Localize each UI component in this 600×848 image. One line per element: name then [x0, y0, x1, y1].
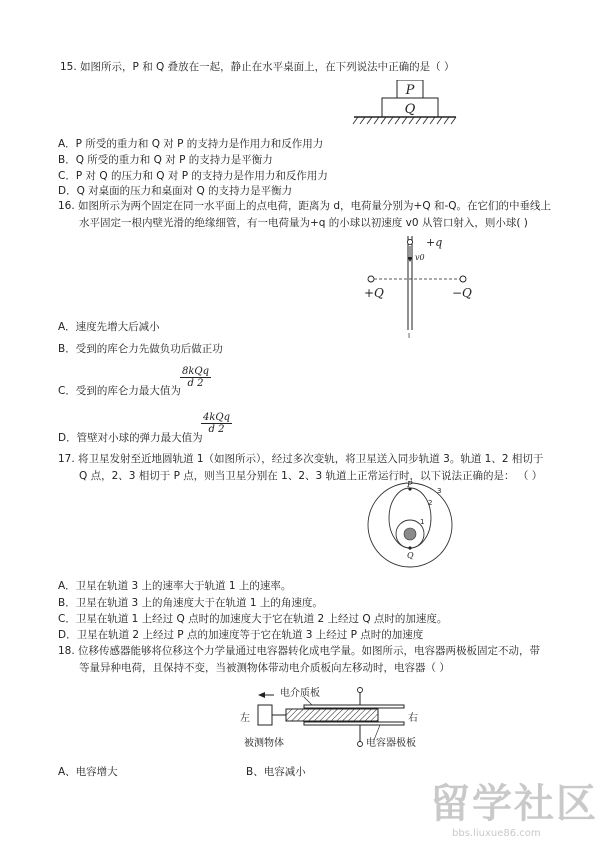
q15-option-d: D．Q 对桌面的压力和桌面对 Q 的支持力是平衡力 — [58, 185, 293, 197]
dielectric-plate-label: 电介质板 — [280, 688, 320, 699]
charges-tube-figure — [360, 232, 490, 340]
q18-stem-line1: 18. 位移传感器能够将位移这个力学量通过电容器转化成电学量。如图所示，电容器两极板固定不动，带 — [58, 645, 541, 657]
q18-stem-line2: 等量异种电荷，且保持不变，当被测物体带动电介质板向左移动时，电容器（ ） — [79, 662, 450, 674]
q16-option-b: B．受到的库仑力先做负功后做正功 — [58, 343, 223, 355]
orbit-3-label: 3 — [437, 487, 442, 495]
orbit-point-p-label: P — [407, 480, 413, 489]
q16-option-c-numerator: 8kQq — [182, 366, 210, 377]
q15-option-c: C．P 对 Q 的压力和 Q 对 P 的支持力是作用力和反作用力 — [58, 170, 328, 182]
q18-option-a: A、电容增大 — [58, 766, 118, 778]
watermark-title: 留学社区 — [430, 781, 598, 827]
capacitor-plate-label: 电容器极板 — [366, 738, 416, 749]
q16-option-c-denominator: d 2 — [180, 377, 211, 389]
q16-option-d-denominator: d 2 — [201, 423, 232, 435]
q16-option-d-numerator: 4kQq — [203, 412, 231, 423]
q17-stem-line2: Q 点，2、3 相切于 P 点，则当卫星分别在 1、2、3 轨道上正常运行时，以下说法正确的是： （ ） — [79, 470, 543, 482]
q17-option-c: C．卫星在轨道 1 上经过 Q 点时的加速度大于它在轨道 2 上经过 Q 点时的加速度。 — [58, 613, 448, 625]
q17-option-b: B．卫星在轨道 3 上的角速度大于在轨道 1 上的角速度。 — [58, 597, 323, 609]
orbits-figure — [360, 478, 470, 573]
block-q-label: Q — [404, 102, 416, 117]
q16-option-c: C．受到的库仑力最大值为 — [58, 385, 181, 397]
orbit-point-q-label: Q — [407, 551, 414, 560]
q15-option-a: A．P 所受的重力和 Q 对 P 的支持力是作用力和反作用力 — [58, 138, 324, 150]
q16-stem-line2: 水平固定一根内壁光滑的绝缘细管，有一电荷量为+q 的小球以初速度 v0 从管口射入，则小球( ) — [79, 217, 528, 229]
block-p-label: P — [405, 83, 415, 98]
fig-bottom-label: I — [408, 332, 411, 340]
q16-option-c-fraction — [180, 366, 211, 389]
q15-option-b: B．Q 所受的重力和 Q 对 P 的支持力是平衡力 — [58, 154, 273, 166]
q16-option-d-fraction — [201, 412, 232, 435]
orbit-1-label: 1 — [420, 518, 425, 526]
stacked-blocks-figure — [350, 80, 465, 130]
fig-plus-q-label: +q — [426, 236, 443, 249]
q16-option-a: A．速度先增大后减小 — [58, 321, 160, 333]
q16-stem-line1: 16. 如图所示为两个固定在同一水平面上的点电荷，距离为 d，电荷量分别为+Q 和-Q。在它们的中垂线上 — [58, 200, 551, 212]
q17-option-a: A．卫星在轨道 3 上的速率大于轨道 1 上的速率。 — [58, 580, 292, 592]
measured-object-label: 被测物体 — [244, 738, 284, 749]
right-direction-label: 右 — [408, 713, 418, 724]
orbit-2-label: 2 — [428, 499, 433, 507]
fig-right-charge-label: −Q — [452, 286, 472, 300]
capacitor-sensor-figure — [230, 686, 430, 754]
watermark-url: bbs.liuxue86.com — [452, 828, 541, 839]
q16-option-d: D．管壁对小球的弹力最大值为 — [58, 432, 203, 444]
q17-option-d: D．卫星在轨道 2 上经过 P 点的加速度等于它在轨道 3 上经过 P 点时的加速度 — [58, 629, 424, 641]
q18-option-b: B、电容减小 — [246, 766, 306, 778]
q15-stem: 15. 如图所示，P 和 Q 叠放在一起，静止在水平桌面上，在下列说法中正确的是（ ） — [60, 61, 455, 73]
fig-v0-label: v0 — [415, 253, 425, 262]
fig-left-charge-label: +Q — [364, 286, 384, 300]
q17-stem-line1: 17. 将卫星发射至近地圆轨道 1（如图所示），经过多次变轨，将卫星送入同步轨道 3。轨道 1、2 相切于 — [58, 453, 544, 465]
left-direction-label: 左 — [240, 713, 250, 724]
